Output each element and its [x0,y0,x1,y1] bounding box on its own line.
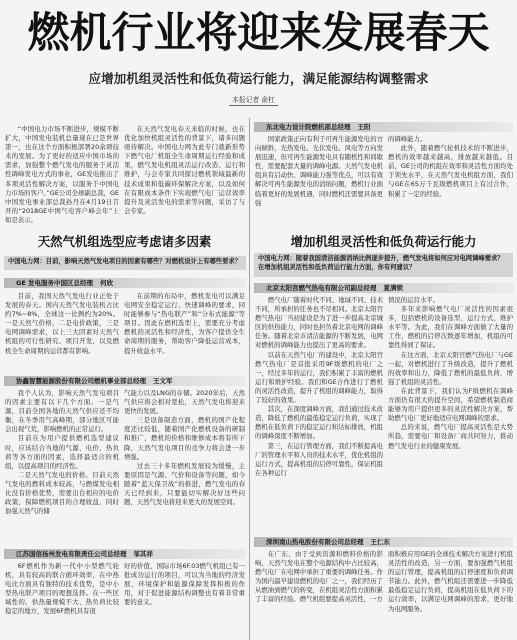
expert-4-column-2 [388,296,513,534]
expert-label [254,283,513,293]
paragraph: 以前在天然气电厂的建设中，北京太阳宫燃气热电厂是首批采用9F级燃机的电厂之一，经过多年的运行，我们积累了丰富的燃机运行和维护经验。我们和GE合作进行了燃机的灵活性改造，提升了机组的调峰能力，取得了较好的效果。 [255,350,383,405]
expert-name: 何欣 [100,279,114,287]
paragraph: 在前期的布局中，燃机发电可以满足电网安全稳定运行、快速调峰的要求，同时能够参与“热电联产”和“分布式能源”等项目。因此在燃机选型上，需要充分考虑燃机的灵活性和经济性，为客户提供全生命周期的服务，帮助客户降低运营成本，提升收益水平。 [124,292,245,355]
expert-5-column-1 [255,550,383,638]
expert-label [4,376,246,386]
paragraph: 多年来影响燃气电厂灵活性的因素很多，包括燃机的设备选型、运行方式、维护水平等。为此，我们在调峰方面做了大量的工作，燃机的启停次数逐年增加，机组的可靠性得到了保证。 [388,305,513,350]
expert-role: 协鑫智慧能源股份有限公司燃机事业部总经理 [16,377,146,385]
paragraph: 我个人认为，影响天然气发电项目的因素主要有以下几个方面。一是气源，目前全国各地的天然气供应还不均衡，在冬季用气高峰期，部分地区可能会出现气荒，影响燃机的正常运行。 [5,389,119,434]
paragraph: 二是天然气发电的价格。目前天然气发电的燃料成本较高，与燃煤发电相比没有价格优势，需要出台相应的电价政策，保障燃机项目的合理收益，同时加强天然气的储 [5,470,119,516]
expert-role: 北京太阳宫燃气热电有限公司副总经理 [266,284,377,292]
paragraph: 目前在为用户提供燃机选型建议时，应该结合当地的气源、电价、热负荷等各方面的因素，选择最适合的机组，以提高项目的经济性。 [5,434,119,470]
expert-4-column-1 [255,296,383,534]
intro-column-1 [5,125,119,226]
paragraph: 在广东，由于受到资源和燃料价格的影响，天然气发电在整个电源结构中占比较高，燃气电厂在电网中承担了重要的调峰任务。作为国内最早建设燃机的电厂之一，我们经历了从燃油到燃气的转变，在机组灵活性方面积累了丰富的经验。燃气机组要提高灵活性，一方 [255,550,383,604]
lead-expert-column-2 [388,135,513,228]
expert-label [254,122,513,132]
expert-name: 王阳 [357,123,371,131]
expert-role: GE 发电服务中国区总经理 [16,279,94,287]
paragraph: 面积极应用GE的全球技术解决方案进行机组灵活性的改造，另一方面，要加强燃气机组的运行管理，提高机组的启停速度和负荷调节能力。此外，燃气机组还需要进一步降低最低稳定运行负荷，提高机组在低负荷下的运行效率，以满足电网调峰的需求，更好地为电网服务。 [388,550,513,613]
paragraph: 的调峰能力。 [388,135,427,143]
headline: 燃机行业将迎来发展春天 [27,8,490,57]
subheadline: 应增加机组灵活性和低负荷运行能力，满足能源结构调整需求 [88,71,429,86]
paragraph: 在天然气发电春天来临的时候，也在优化加快机组灵活性的背景下，诸多问题亟待解决。中国电力网为此专门就新形势下燃气电厂机组全生命周期运行经验和成果，燃气发电机组灵活运行改造、运行和维护，与会专家共同探讨燃机领域最新的技术成果和低碳环保解决方案，以及如何在有限成本条件下实现燃气电厂运营效率提升及灵活发电的需求等问题，采访了与会专家。 [124,125,245,215]
expert-2-column-1 [5,389,119,546]
expert-label [4,278,246,288]
paragraph: 气能力以及LNG的存储。2020年后，天然气供应将会相对宽松，天然气发电将迎来更快的发展。 [124,389,245,416]
lead-expert-column-1 [255,135,383,228]
expert-1-column-1 [5,292,119,373]
paragraph: 此外，随着燃气轮机技术的不断进步，燃机的效率越来越高，排放越来越低。目前，GE公司的机组在效率和灵活性方面均处于领先水平，在天然气发电机组方面，我们与GE在65万千瓦级燃机项目上有过合作，积累了一定的经验。 [388,144,513,198]
expert-label [4,549,246,559]
expert-role: 江苏国信扬州发电有限责任公司总经理 [16,550,127,558]
expert-5-column-2 [388,550,513,638]
expert-name: 王仁东 [370,538,390,546]
question-box-left: 中国电力网：目前，影响天然气发电项目的因素有哪些？对燃机设计上有哪些要求？ [4,256,246,270]
expert-3-column-2 [124,562,245,638]
paragraph: 情况的运营水平。 [388,296,440,304]
expert-name: 夏满锁 [383,284,403,292]
paragraph: 6F燃机作为新一代中小型燃气轮机，具有较高的联合循环效率，在中热电比方面具有独特的技术优势，是中小型热电联产项目的理想选择。在一些区域性的、供热量规模不大、热负荷比较稳定的地方，发展6F燃机具有很 [5,562,119,616]
paragraph: 燃气电厂随着时代不同、地域不同、技术不同，所承担的任务也不尽相同。北京太阳宫燃气热电厂当初建设是为了进一步提高北京城区的供热能力，同时也担负着北京电网的调峰任务。随着北京市清洁能源的不断发展，电网对燃机的调峰能力也提出了更高的要求。 [255,296,383,350]
expert-3-column-1 [5,562,119,638]
byline: 本报记者 俞杠 [229,95,278,106]
paragraph: 目前，我国天然气发电行业正处于发展的春天。国内天然气发电装机占比约7%~8%，全球这一比例约为20%。一是天然气价格，二是电价政策，三是电网调峰需求，以上三大因素对天然气机组的可行性研究、项目开发，以及燃机全生命周期的运营都有影响。 [5,292,119,355]
expert-name: 邹其祥 [133,550,153,558]
section-heading-right: 增加机组灵活性和低负荷运行能力 [290,234,477,249]
question-box-right: 中国电力网：随着我国清洁能源消纳比例逐步提升，燃气发电将如何应对电网调峰需求？在增加机组灵活性和低负荷运行能力方面，你有何建议？ [254,253,513,277]
paragraph: 总的来说，燃气电厂提高灵活性是大势所趋，需要电厂和设备厂商共同努力，推动燃气发电行业的健康发展。 [388,423,513,450]
paragraph: 三是设备制造方面，燃机的国产化程度还比较低，随着国产化燃机设备的研制和推广，燃机的价格和维修成本将有所下降，天然气发电项目的竞争力将会进一步增强。 [124,416,245,461]
expert-label [254,537,513,547]
expert-name: 王文军 [153,377,173,385]
expert-1-column-2 [124,292,245,373]
paragraph: 在这方面，北京太阳宫燃气热电厂与GE一起，对燃机进行了升级改造，提升了燃机的效率和出力，降低了燃机的最低负荷，增强了机组的灵活性。 [388,350,513,386]
expert-2-column-2 [124,389,245,546]
paragraph: 在此背景下，我们认为F级燃机在调峰方面仍有很大的提升空间，希望燃机制造商能够为用户提供更多的灵活性解决方案，帮助燃气电厂更好地适应电网调峰的需求。 [388,386,513,423]
expert-role: 深圳南山热电股份有限公司总经理 [266,538,364,546]
column-divider [249,118,250,640]
paragraph: 其次，在深度调峰方面，我们通过技术改造，降低了燃机的最低稳定运行负荷，实现了燃机在低负荷下的稳定运行和达标排放，机组的调峰深度不断增加。 [255,405,383,441]
paragraph: 国家政策正向有利于可再生能源发电的方向倾斜，光热发电、光伏发电、风电等方向发展迅速，但可再生能源发电具有随机性和间歇性，需要配套大量的调峰电源。天然气发电机组具有启动快、调峰能力强等优点，可以有效解决可再生能源发电的消纳问题，燃机行业面临着更好的发展机遇，同时燃机还需要具备更强 [255,135,383,207]
paragraph: 第三，在运行管理方面，我们不断提高电厂的管理水平和人员的技术水平，优化机组的运行方式，提高机组的启停可靠性，保证机组在各种运行 [255,441,383,477]
paragraph: 好的价值，国际市场6F.03燃气机组已有一批成功运行的项目，可以为当地的经济发展、环境保护和能源保障发挥积极的作用，对于促进能源结构调整也有着非常重要的意义。 [124,562,245,607]
expert-role: 东北电力设计院燃机部总经理 [266,123,351,131]
paragraph: 过去三十多年燃机发展较为缓慢，主要原因是气源、气价和设备等问题，如今随着“蓝天保卫战”的推进，燃气发电的春天已经到来，只要能切实解决好这些问题，天然气发电将迎来更大的发展空间。 [124,461,245,507]
paragraph: “中国电力市场不断进步，规模不断扩大，中国发电装机总量现在已是世界第一，也在这个方面积极部署20余项技术的发展。为了更好的适应中国市场的需求，加强整个燃气发电的服务于灵活性调峰发电方式的事业，GE发电推出了多项灵活性解决方案，以服务于中国电力市场的客户。”GE公司全球副总裁，GE中国发电事业部总裁孙丹在4月19日召开的“2018GE中国气电客户峰会年”上如是表示。 [5,125,119,224]
intro-column-2 [124,125,245,226]
section-heading-left: 天然气机组选型应考虑诸多因素 [37,234,212,249]
